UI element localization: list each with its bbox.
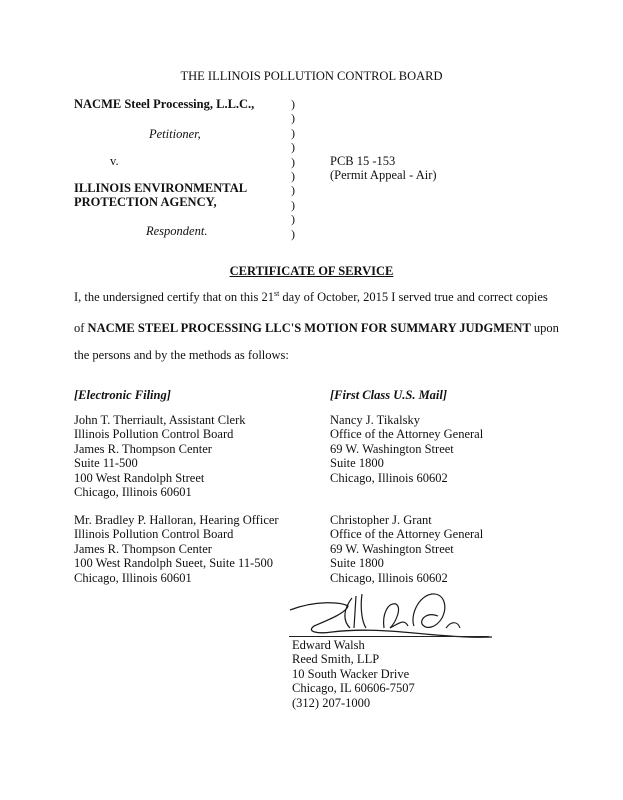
caption-paren-column <box>291 97 295 241</box>
certificate-line-2 <box>74 321 559 336</box>
signer-city: Chicago, IL 60606-7507 <box>292 681 415 696</box>
certificate-line-2-prefix: of <box>74 321 88 335</box>
first-class-mail-heading: [First Class U.S. Mail] <box>330 388 448 402</box>
address-line: Mr. Bradley P. Halloran, Hearing Officer <box>74 513 279 527</box>
paren: ) <box>291 111 295 126</box>
paren: ) <box>291 197 295 212</box>
address-line: Chicago, Illinois 60601 <box>74 485 192 500</box>
ordinal-suffix: st <box>273 289 280 298</box>
certificate-title: CERTIFICATE OF SERVICE <box>229 264 394 278</box>
certificate-line-1-end: day of October, 2015 I served true and correct copies <box>279 290 548 304</box>
address-line: Suite 1800 <box>330 456 384 471</box>
certificate-line-2-suffix: upon <box>530 321 559 335</box>
address-line: James R. Thompson Center <box>74 541 212 556</box>
address-line: Christopher J. Grant <box>330 513 432 527</box>
respondent-name-line1: ILLINOIS ENVIRONMENTAL <box>74 181 248 195</box>
address-block-grant <box>330 513 483 585</box>
address-line: Office of the Attorney General <box>330 427 484 442</box>
paren: ) <box>291 183 295 198</box>
paren: ) <box>291 212 295 227</box>
address-block-clerk <box>74 413 246 499</box>
handwritten-signature <box>286 588 496 640</box>
case-type: (Permit Appeal - Air) <box>330 168 437 182</box>
signer-street: 10 South Wacker Drive <box>292 666 410 681</box>
address-line: Chicago, Illinois 60601 <box>74 570 192 585</box>
paren: ) <box>291 140 295 155</box>
address-line: Illinois Pollution Control Board <box>74 527 234 542</box>
address-line: Chicago, Illinois 60602 <box>330 470 448 485</box>
petitioner-role: Petitioner, <box>149 127 201 141</box>
address-block-hearing-officer <box>74 513 279 585</box>
address-line: 100 West Randolph Street <box>74 470 205 485</box>
paren: ) <box>291 154 295 169</box>
certificate-line-1 <box>74 290 548 305</box>
board-title: THE ILLINOIS POLLUTION CONTROL BOARD <box>180 69 443 83</box>
signature-block <box>292 638 415 710</box>
address-block-tikalsky <box>330 413 483 485</box>
petitioner-name: NACME Steel Processing, L.L.C., <box>74 97 255 111</box>
certificate-line-1-start: I, the undersigned certify that on this 21 <box>74 290 274 304</box>
respondent-name-line2: PROTECTION AGENCY, <box>74 195 217 209</box>
signer-phone: (312) 207-1000 <box>292 695 371 710</box>
address-line: Office of the Attorney General <box>330 527 484 542</box>
address-line: 100 West Randolph Sueet, Suite 11-500 <box>74 556 273 571</box>
respondent-role: Respondent. <box>146 224 208 238</box>
signer-name: Edward Walsh <box>292 638 365 652</box>
motion-title: NACME STEEL PROCESSING LLC'S MOTION FOR SUMMARY JUDGMENT <box>87 321 531 335</box>
paren: ) <box>291 97 295 111</box>
paren: ) <box>291 168 295 183</box>
address-line: Suite 1800 <box>330 556 384 571</box>
certificate-line-3: the persons and by the methods as follows: <box>74 348 289 362</box>
case-number: PCB 15 -153 <box>330 154 396 168</box>
address-line: 69 W. Washington Street <box>330 441 454 456</box>
address-line: Nancy J. Tikalsky <box>330 413 420 427</box>
address-line: Suite 11-500 <box>74 456 138 471</box>
electronic-filing-heading: [Electronic Filing] <box>74 388 171 402</box>
signer-firm: Reed Smith, LLP <box>292 652 380 667</box>
address-line: 69 W. Washington Street <box>330 541 454 556</box>
paren: ) <box>291 226 295 241</box>
address-line: Illinois Pollution Control Board <box>74 427 234 442</box>
address-line: Chicago, Illinois 60602 <box>330 570 448 585</box>
address-line: James R. Thompson Center <box>74 441 212 456</box>
signature-line <box>289 636 489 637</box>
address-line: John T. Therriault, Assistant Clerk <box>74 413 246 427</box>
versus: v. <box>110 154 119 168</box>
paren: ) <box>291 125 295 140</box>
